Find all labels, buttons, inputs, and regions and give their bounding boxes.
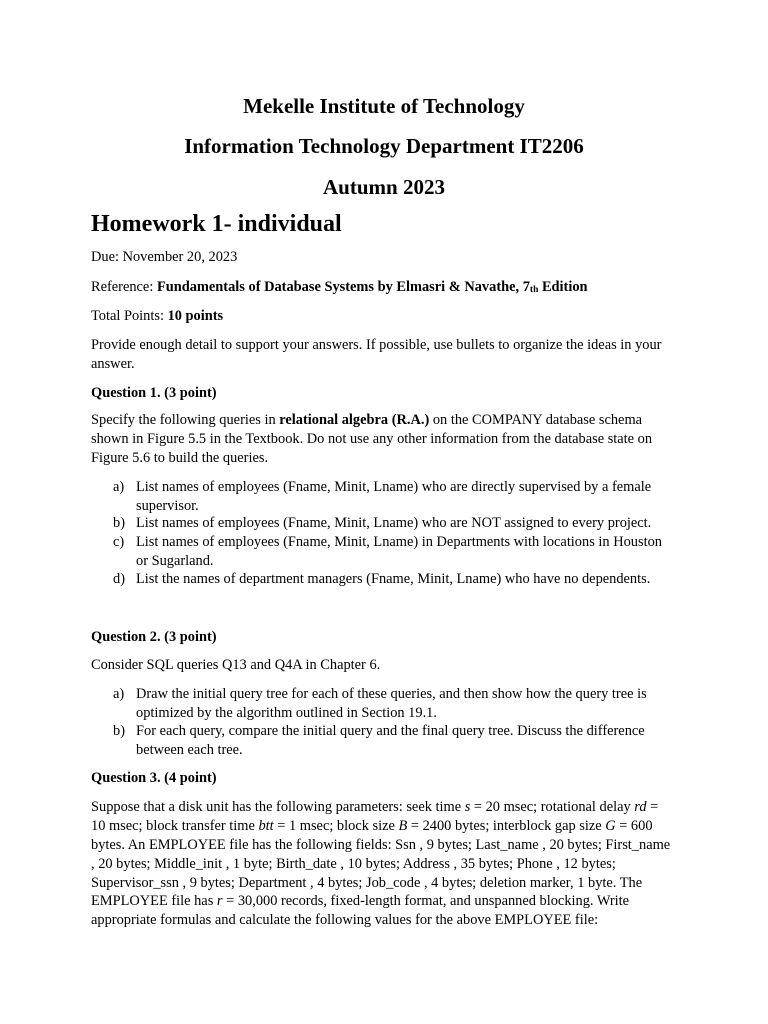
- list-item: b) List names of employees (Fname, Minit, Lname) who are NOT assigned to every project.: [113, 515, 652, 531]
- question-3-line-7: appropriate formulas and calculate the following values for the above EMPLOYEE file:: [91, 912, 599, 928]
- term-label: Autumn 2023: [323, 175, 445, 199]
- question-1-intro-line-1: Specify the following queries in relational algebra (R.A.) on the COMPANY database schema: [91, 412, 643, 428]
- list-item: d) List the names of department managers (Fname, Minit, Lname) who have no dependents.: [113, 571, 651, 587]
- list-item: c) List names of employees (Fname, Minit, Lname) in Departments with locations in Houston or Sugarland.: [113, 534, 662, 569]
- question-3-line-3: bytes. An EMPLOYEE file has the following fields: Ssn , 9 bytes; Last_name , 20 bytes; First_name: [91, 837, 671, 853]
- question-3-line-5: Supervisor_ssn , 9 bytes; Department , 4 bytes; Job_code , 4 bytes; deletion marker, 1 byte. The: [91, 875, 643, 891]
- question-1-intro-line-2: shown in Figure 5.5 in the Textbook. Do not use any other information from the database state on: [91, 431, 653, 447]
- question-3-line-1: Suppose that a disk unit has the following parameters: seek time s = 20 msec; rotational delay rd =: [91, 799, 659, 815]
- instructions-line-1: Provide enough detail to support your answers. If possible, use bullets to organize the ideas in your: [91, 337, 662, 353]
- question-2-intro: Consider SQL queries Q13 and Q4A in Chapter 6.: [91, 657, 381, 673]
- total-points: Total Points: 10 points: [91, 308, 224, 324]
- instructions-line-2: answer.: [91, 356, 135, 372]
- list-item: a) List names of employees (Fname, Minit, Lname) who are directly supervised by a female supervisor.: [113, 479, 652, 514]
- list-item: b) For each query, compare the initial query and the final query tree. Discuss the difference between each tree.: [113, 723, 645, 758]
- department-name: Information Technology Department IT2206: [184, 134, 584, 158]
- question-3-line-4: , 20 bytes; Middle_init , 1 byte; Birth_date , 10 bytes; Address , 35 bytes; Phone , 12 bytes;: [91, 856, 616, 872]
- question-3-heading: Question 3. (4 point): [91, 770, 217, 786]
- question-1-heading: Question 1. (3 point): [91, 385, 217, 401]
- list-item: a) Draw the initial query tree for each of these queries, and then show how the query tree is optimized by the algorithm outlined in Section 19.1.: [113, 686, 647, 721]
- due-date: Due: November 20, 2023: [91, 249, 238, 265]
- question-3-line-2: 10 msec; block transfer time btt = 1 msec; block size B = 2400 bytes; interblock gap size G = 600: [91, 818, 653, 834]
- institute-name: Mekelle Institute of Technology: [243, 94, 525, 118]
- reference: Reference: Fundamentals of Database Systems by Elmasri & Navathe, $7_{th}$ Edition: [91, 279, 588, 295]
- homework-title: Homework 1- individual: [91, 211, 342, 237]
- question-3-line-6: EMPLOYEE file has r = 30,000 records, fixed-length format, and unspanned blocking. Write: [91, 893, 630, 909]
- question-1-intro-line-3: Figure 5.6 to build the queries.: [91, 450, 269, 466]
- question-2-heading: Question 2. (3 point): [91, 629, 217, 645]
